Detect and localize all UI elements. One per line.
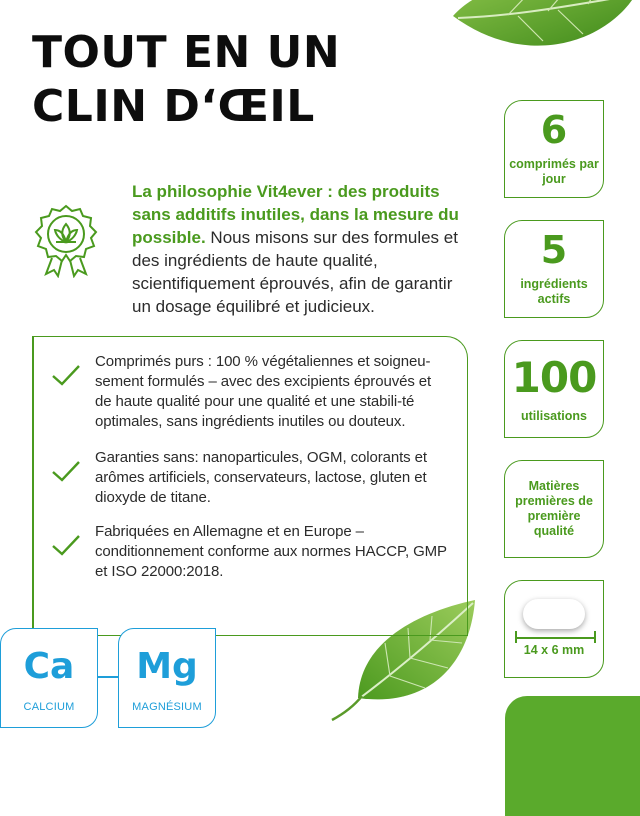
feature-item-pure-tablets (50, 352, 450, 432)
mineral-magnesium (118, 628, 216, 728)
headline-line-2: CLIN D‘ŒIL (32, 81, 315, 132)
tile-number: 5 (540, 228, 568, 272)
mineral-name: CALCIUM (23, 701, 75, 713)
page-headline (32, 26, 340, 134)
feature-item-made-in (50, 522, 450, 582)
tile-quality (504, 460, 604, 558)
dimension-tick-left (515, 631, 517, 643)
tile-tablet-size (504, 580, 604, 678)
green-corner-block (505, 696, 640, 816)
feature-text: Garanties sans: nanoparticules, OGM, colorants et arômes artificiels, conservateurs, lactose, gluten et dioxyde de titane. (95, 449, 427, 506)
mineral-name: MAGNÉSIUM (132, 701, 202, 713)
tile-caption: ingrédients actifs (520, 277, 588, 306)
feature-text: Fabriquées en Allemagne et en Europe – conditionnement conforme aux normes HACCP, GMP et ISO 22000:2018. (95, 523, 447, 580)
mineral-connector (97, 676, 119, 678)
tile-tablets-per-day (504, 100, 604, 198)
tile-uses (504, 340, 604, 438)
tablet-pill-icon (523, 599, 585, 629)
feature-text: Comprimés purs : 100 % végétaliennes et soigneu-sement formulés – avec des excipients éprouvés et de haute qualité pour une qualité et une stabili-té optimales, sans ingrédients inutiles ou douteux. (95, 353, 432, 430)
leaf-top-icon (448, 0, 638, 64)
mineral-symbol: Ca (23, 646, 75, 687)
checkmark-icon (50, 458, 82, 484)
intro-body: Nous misons sur des formules et des ingrédients de haute qualité, scientifiquement éprouvés, afin de garantir un dosage équilibré et judicieux. (132, 228, 458, 316)
features-box-left-edge (32, 336, 34, 636)
tile-number: 100 (511, 353, 597, 402)
headline-line-1: TOUT EN UN (32, 27, 341, 78)
checkmark-icon (50, 362, 82, 388)
dimension-line (515, 637, 595, 639)
intro-paragraph (132, 180, 462, 318)
checkmark-icon (50, 532, 82, 558)
mineral-calcium (0, 628, 98, 728)
tile-caption: Matières premières de première qualité (515, 479, 593, 538)
tile-caption: comprimés par jour (509, 157, 599, 186)
tile-caption: utilisations (521, 409, 587, 423)
tile-number: 6 (540, 108, 568, 152)
intro-lead: La philosophie Vit4ever : des produits sans additifs inutiles, dans la mesure du possible. (132, 182, 459, 247)
tile-caption: 14 x 6 mm (523, 643, 585, 657)
dimension-tick-right (594, 631, 596, 643)
mineral-symbol: Mg (136, 646, 198, 687)
quality-seal-lotus-icon (28, 202, 104, 278)
feature-item-guarantees (50, 448, 450, 508)
tile-active-ingredients (504, 220, 604, 318)
